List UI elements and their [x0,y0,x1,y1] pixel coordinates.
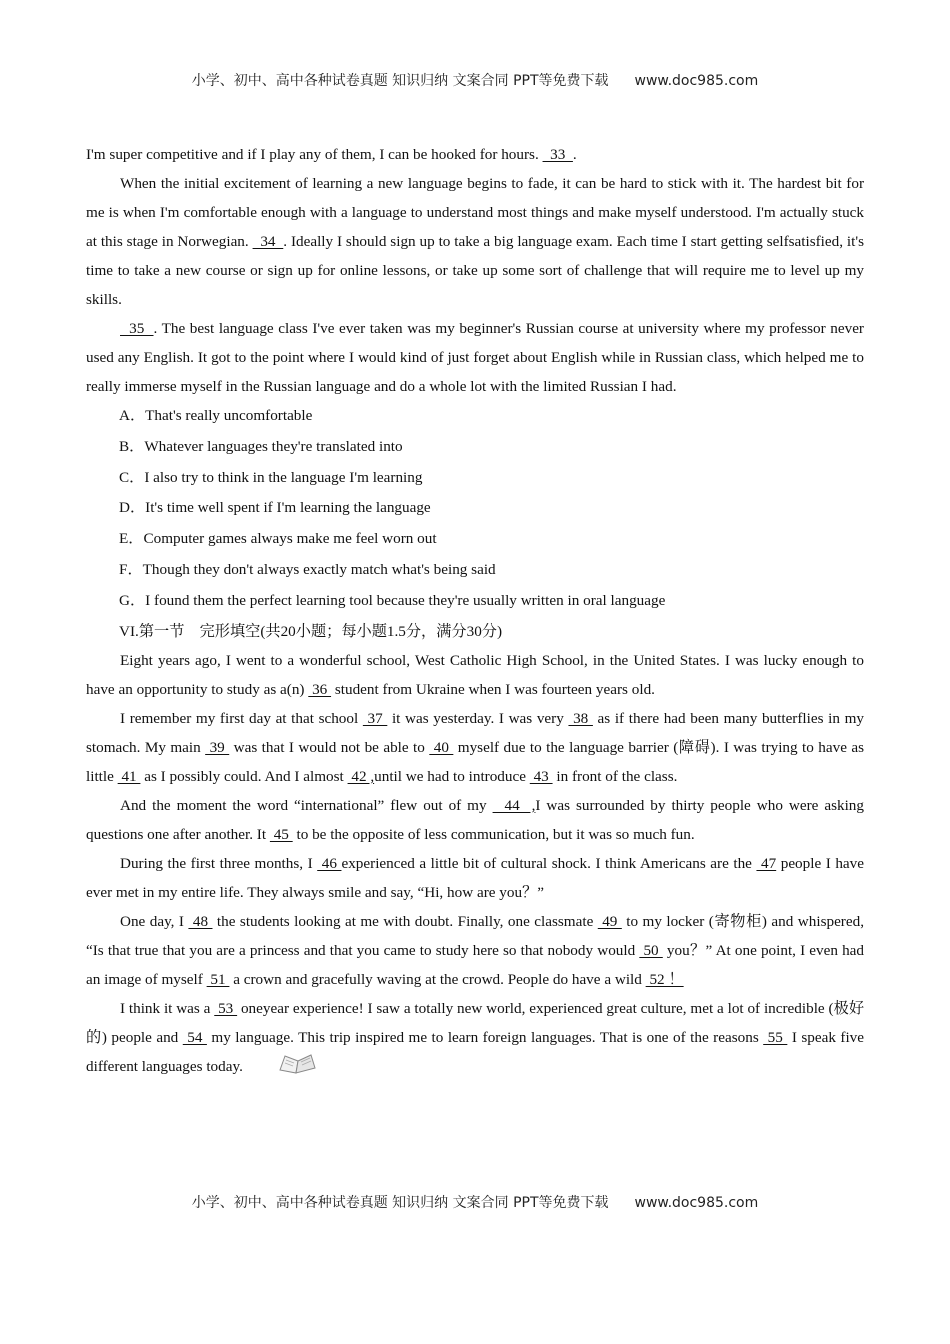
paragraph-p2: 35 . The best language class I've ever taken was my beginner's Russian course at university where my professor never used any English. It got to the point where I would kind of just forget about English while in Russian class, which helped me to really immerse myself in the Russian language and do a whole lot with the limited Russian I had. [86,320,864,395]
blank-55: 55 [763,1028,788,1046]
cloze-paragraph-3: And the moment the word “international” flew out of my 44 ,I was surrounded by thirty people who were asking questions one after another. It 45 to be the opposite of less communication, but it was so much fun. [86,796,864,843]
blank-53: 53 [214,999,238,1017]
blank-45: 45 [269,825,293,843]
options-list [86,401,864,617]
cloze-paragraph-5: One day, I 48 the students looking at me with doubt. Finally, one classmate 49 to my locker (寄物柜) and whispered, “Is that true that you are a princess and that you came to study here so that nobody would 50 you？” At one point, I even had an image of myself 51 a crown and gracefully waving at the crowd. People do have a wild 52 ！ [86,912,865,988]
blank-51: 51 [206,970,230,988]
blank-37: 37 [362,709,388,727]
paragraph-p1: When the initial excitement of learning a new language begins to fade, it can be hard to stick with it. The hardest bit for me is when I'm comfortable enough with a language to understand most things and make myself understood. I'm actually stuck at this stage in Norwegian. 34 . Ideally I should sign up to take a big language exam. Each time I start getting selfsatisfied, it's time to take a new course or sign up for online lessons, or take up some sort of challenge that will require me to level up my skills. [86,175,864,308]
header-banner [0,70,950,90]
blank-43: 43 [529,767,553,785]
option-e: E．Computer games always make me feel worn out [119,530,437,548]
footer-banner [0,1192,950,1212]
section-heading: VI.第一节 完形填空(共20小题；每小题1.5分，满分30分) [119,622,503,640]
blank-54: 54 [182,1028,207,1046]
blank-48: 48 [188,912,213,930]
cloze-paragraph-2: I remember my first day at that school 37 it was yesterday. I was very 38 as if there had been many butterflies in my stomach. My main 39 was that I would not be able to 40 myself due to the language barrier (障碍). I was trying to have as little 41 as I possibly could. And I almost 42 ,until we had to introduce 43 in front of the class. [86,709,865,785]
banner-site-link[interactable]: www.doc985.com [634,73,759,89]
option-c: C．I also try to think in the language I'm learning [119,468,423,486]
book-icon [243,1053,283,1075]
blank-49: 49 [597,912,622,930]
cloze-paragraph-4: During the first three months, I 46 experienced a little bit of cultural shock. I think Americans are the 47 people I have ever met in my entire life. They always smile and say, “Hi, how are you？” [86,854,865,901]
blank-41: 41 [117,767,141,785]
blank-39: 39 [205,738,230,756]
blank-47: 47 [756,854,777,872]
blank-35: 35 [120,320,154,337]
cloze-paragraph-1: Eight years ago, I went to a wonderful school, West Catholic High School, in the United States. I was lucky enough to have an opportunity to study as a(n) 36 student from Ukraine when I was fourteen years old. [86,651,864,698]
blank-42: 42 , [347,767,375,785]
blank-44: 44 , [492,796,536,814]
blank-52: 52 ！ [645,970,684,988]
option-d: D．It's time well spent if I'm learning the language [119,499,431,517]
banner-text: 小学、初中、高中各种试卷真题 知识归纳 文案合同 PPT等免费下载 [191,73,609,89]
blank-46: 46 [317,854,342,872]
page-content [86,140,864,1081]
banner-text: 小学、初中、高中各种试卷真题 知识归纳 文案合同 PPT等免费下载 [191,1195,609,1211]
option-g: G．I found them the perfect learning tool because they're usually written in oral language [119,591,666,609]
blank-50: 50 [639,941,663,959]
blank-33: 33 [542,146,573,163]
banner-site-link[interactable]: www.doc985.com [634,1195,759,1211]
paragraph-p0: I'm super competitive and if I play any of them, I can be hooked for hours. 33 . [86,146,577,163]
option-b: B．Whatever languages they're translated into [119,437,403,455]
cloze-paragraph-6: I think it was a 53 oneyear experience! I saw a totally new world, experienced great culture, met a lot of incredible (极好的) people and 54 my language. This trip inspired me to learn foreign languages. That is one of the reasons 55 I speak five different languages today. [86,999,865,1075]
blank-38: 38 [568,709,593,727]
blank-34: 34 [252,233,284,250]
option-a: A．That's really uncomfortable [119,407,313,424]
blank-36: 36 [308,680,332,698]
option-f: F．Though they don't always exactly match what's being said [119,560,496,578]
blank-40: 40 [429,738,454,756]
